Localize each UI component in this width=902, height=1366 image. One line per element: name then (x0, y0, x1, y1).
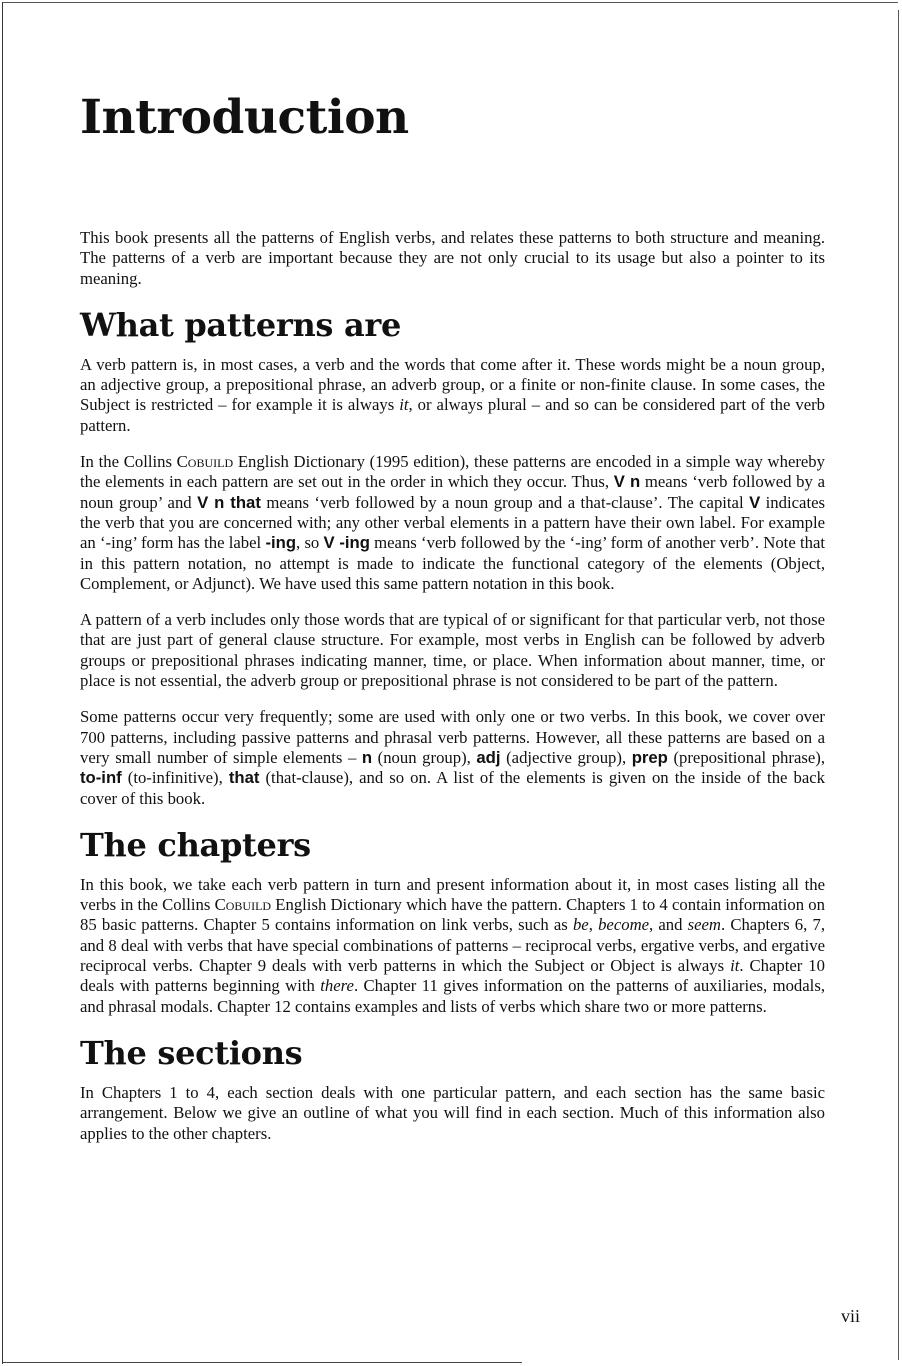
paragraph-frequency: Some patterns occur very frequently; some are used with only one or two verbs. In this book, we cover over 700 patterns, including passive patterns and phrasal verb patterns. However, all these patterns are based on a very small number of simple elements – n (noun group), adj (adjective group), prep (prepositional phrase), to-inf (to-infinitive), that (that-clause), and so on. A list of the elements is given on the inside of the back cover of this book. (80, 707, 826, 808)
heading-sections: The sections (80, 1033, 303, 1072)
page-number: vii (840, 1306, 860, 1326)
paragraph-verb-pattern: A verb pattern is, in most cases, a verb and the words that come after it. These words might be a noun group, an adjective group, a prepositional phrase, an adverb group, or a finite or non-finite clause. In some cases, the Subject is restricted – for example it is always it, or always plural – and so can be considered part of the verb pattern. (80, 354, 825, 435)
heading-chapters: The chapters (80, 825, 311, 864)
paragraph-encoding: In the Collins Cobuild English Dictionary (1995 edition), these patterns are encoded in a simple way whereby the elements in each pattern are set out in the order in which they occur. Thus, V n means ‘verb followed by a noun group’ and V n that means ‘verb followed by a noun group and a that-clause’. The capital V indicates the verb that you are concerned with; any other verbal elements in a pattern have their own label. For example an ‘-ing’ form has the label -ing, so V -ing means ‘verb followed by the ‘-ing’ form of another verb’. Note that in this pattern notation, no attempt is made to indicate the functional category of the elements (Object, Complement, or Adjunct). We have used this same pattern notation in this book. (80, 452, 825, 593)
intro-paragraph: This book presents all the patterns of English verbs, and relates these patterns to both structure and meaning. The patterns of a verb are important because they are not only crucial to its usage but also a pointer to its meaning. (80, 228, 825, 288)
page-border-right (898, 10, 899, 1360)
heading-what-patterns: What patterns are (80, 305, 402, 344)
paragraph-typical-words: A pattern of a verb includes only those words that are typical of or significant for that particular verb, not those that are just part of general clause structure. For example, most verbs in English can be followed by adverb groups or prepositional phrases indicating manner, time, or place. When information about manner, time, or place is not essential, the adverb group or prepositional phrase is not considered to be part of the pattern. (80, 610, 825, 691)
page-content (80, 90, 825, 1160)
page-title: Introduction (80, 90, 409, 145)
paragraph-sections: In Chapters 1 to 4, each section deals with one particular pattern, and each section has the same basic arrangement. Below we give an outline of what you will find in each section. Much of this information also applies to the other chapters. (80, 1082, 825, 1143)
paragraph-chapters: In this book, we take each verb pattern in turn and present information about it, in most cases listing all the verbs in the Collins Cobuild English Dictionary which have the pattern. Chapters 1 to 4 contain information on 85 basic patterns. Chapter 5 contains information on link verbs, such as be, become, and seem. Chapters 6, 7, and 8 deal with verbs that have special combinations of patterns – reciprocal verbs, ergative verbs, and ergative reciprocal verbs. Chapter 9 deals with verb patterns in which the Subject or Object is always it. Chapter 10 deals with patterns beginning with there. Chapter 11 gives information on the patterns of auxiliaries, modals, and phrasal modals. Chapter 12 contains examples and lists of verbs which share two or more patterns. (80, 874, 825, 1016)
page-border-bottom (2, 1362, 522, 1363)
